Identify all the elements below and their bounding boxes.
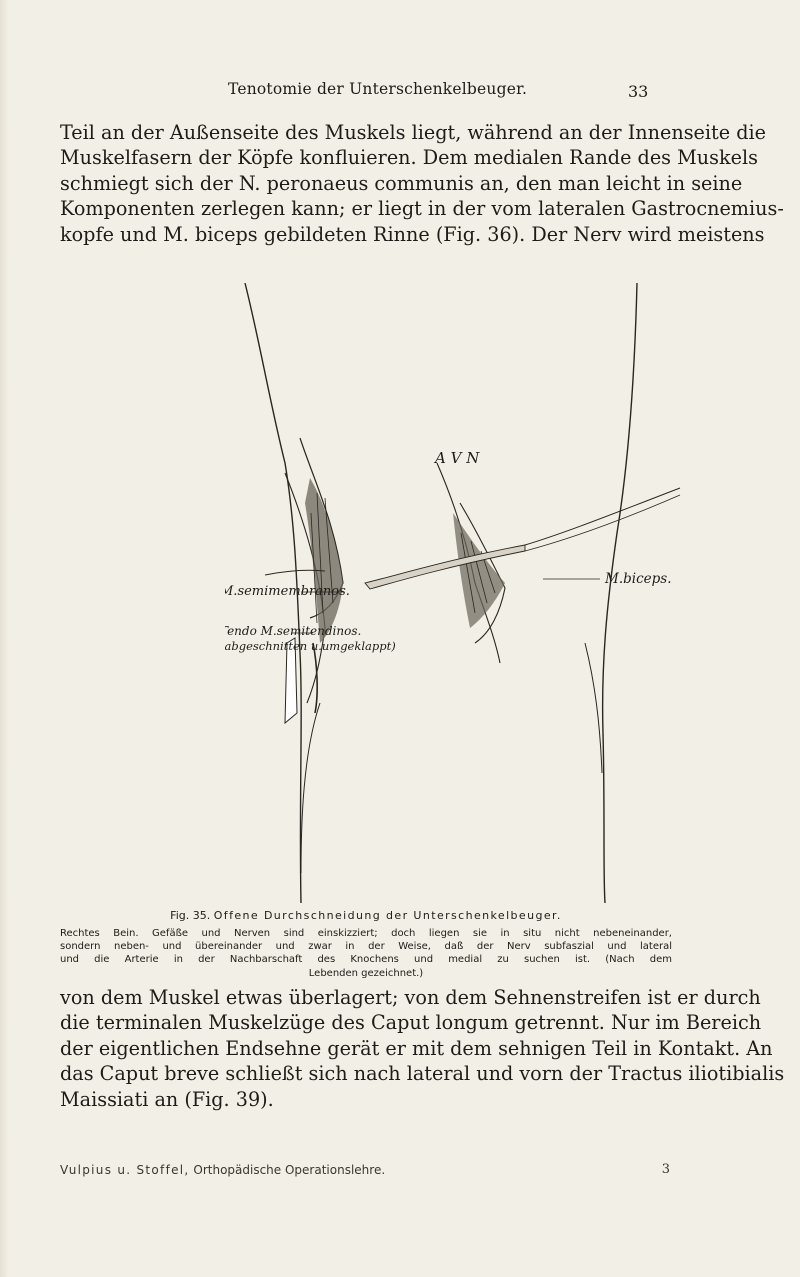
page-number: 33: [628, 82, 649, 101]
paragraph-bottom: [60, 985, 785, 1112]
caption-line: sondern neben- und übereinander und zwar in der Weise, daß der Nerv subfaszial und lateral: [60, 941, 672, 953]
text-line: kopfe und M. biceps gebildeten Rinne (Fig. 36). Der Nerv wird meistens: [60, 222, 765, 246]
text-line: Muskelfasern der Köpfe konfluieren. Dem medialen Rande des Muskels: [60, 146, 758, 170]
page-footer: [60, 1163, 670, 1177]
caption-line: und die Arterie in der Nachbarschaft des Knochens und medial zu suchen ist. (Nach dem: [60, 954, 672, 966]
text-line: Komponenten zerlegen kann; er liegt in der vom lateralen Gastrocnemius-: [60, 197, 784, 221]
signature-mark: 3: [661, 1162, 670, 1177]
figure-title: Offene Durchschneidung der Unterschenkelbeuger.: [213, 909, 562, 922]
footer-authors: Vulpius u. Stoffel,: [60, 1163, 190, 1177]
label-biceps: M.biceps.: [605, 571, 672, 587]
text-line: schmiegt sich der N. peronaeus communis an, den man leicht in seine: [60, 171, 743, 195]
caption-line: Lebenden gezeichnet.): [308, 967, 424, 979]
text-line: die terminalen Muskelzüge des Caput longum getrennt. Nur im Bereich: [60, 1011, 762, 1035]
running-head: [0, 80, 800, 102]
figure-number: Fig. 35.: [170, 909, 211, 922]
text-line: Teil an der Außenseite des Muskels liegt, während an der Innenseite die: [60, 121, 766, 144]
text-line: der eigentlichen Endsehne gerät er mit dem sehnigen Teil in Kontakt. An: [60, 1036, 773, 1060]
label-tendo-semitendinosus: Tendo M.semitendinos.: [225, 624, 362, 638]
text-line: Maissiati an (Fig. 39).: [60, 1087, 274, 1111]
label-avn: A V N: [435, 449, 480, 467]
label-tendo-note: (abgeschnitten u.umgeklappt): [225, 639, 396, 653]
text-line: das Caput breve schließt sich nach lateral und vorn der Tractus iliotibialis: [60, 1062, 785, 1086]
label-semimembranosus: M.semimembranos.: [225, 584, 350, 599]
figure-caption-body: [60, 927, 672, 980]
paragraph-top: [60, 120, 784, 247]
page-edge: [0, 0, 8, 1277]
figure-caption-title: [60, 909, 672, 922]
running-title: Tenotomie der Unterschenkelbeuger.: [228, 80, 528, 98]
caption-line: Rechtes Bein. Gefäße und Nerven sind einskizziert; doch liegen sie in situ nicht nebeneinander,: [60, 928, 672, 939]
footer-book-title: Orthopädische Operationslehre.: [193, 1163, 386, 1177]
figure-35-illustration: [225, 283, 695, 903]
leg-dissection-drawing: [225, 283, 695, 903]
text-line: von dem Muskel etwas überlagert; von dem Sehnenstreifen ist er durch: [60, 986, 761, 1009]
